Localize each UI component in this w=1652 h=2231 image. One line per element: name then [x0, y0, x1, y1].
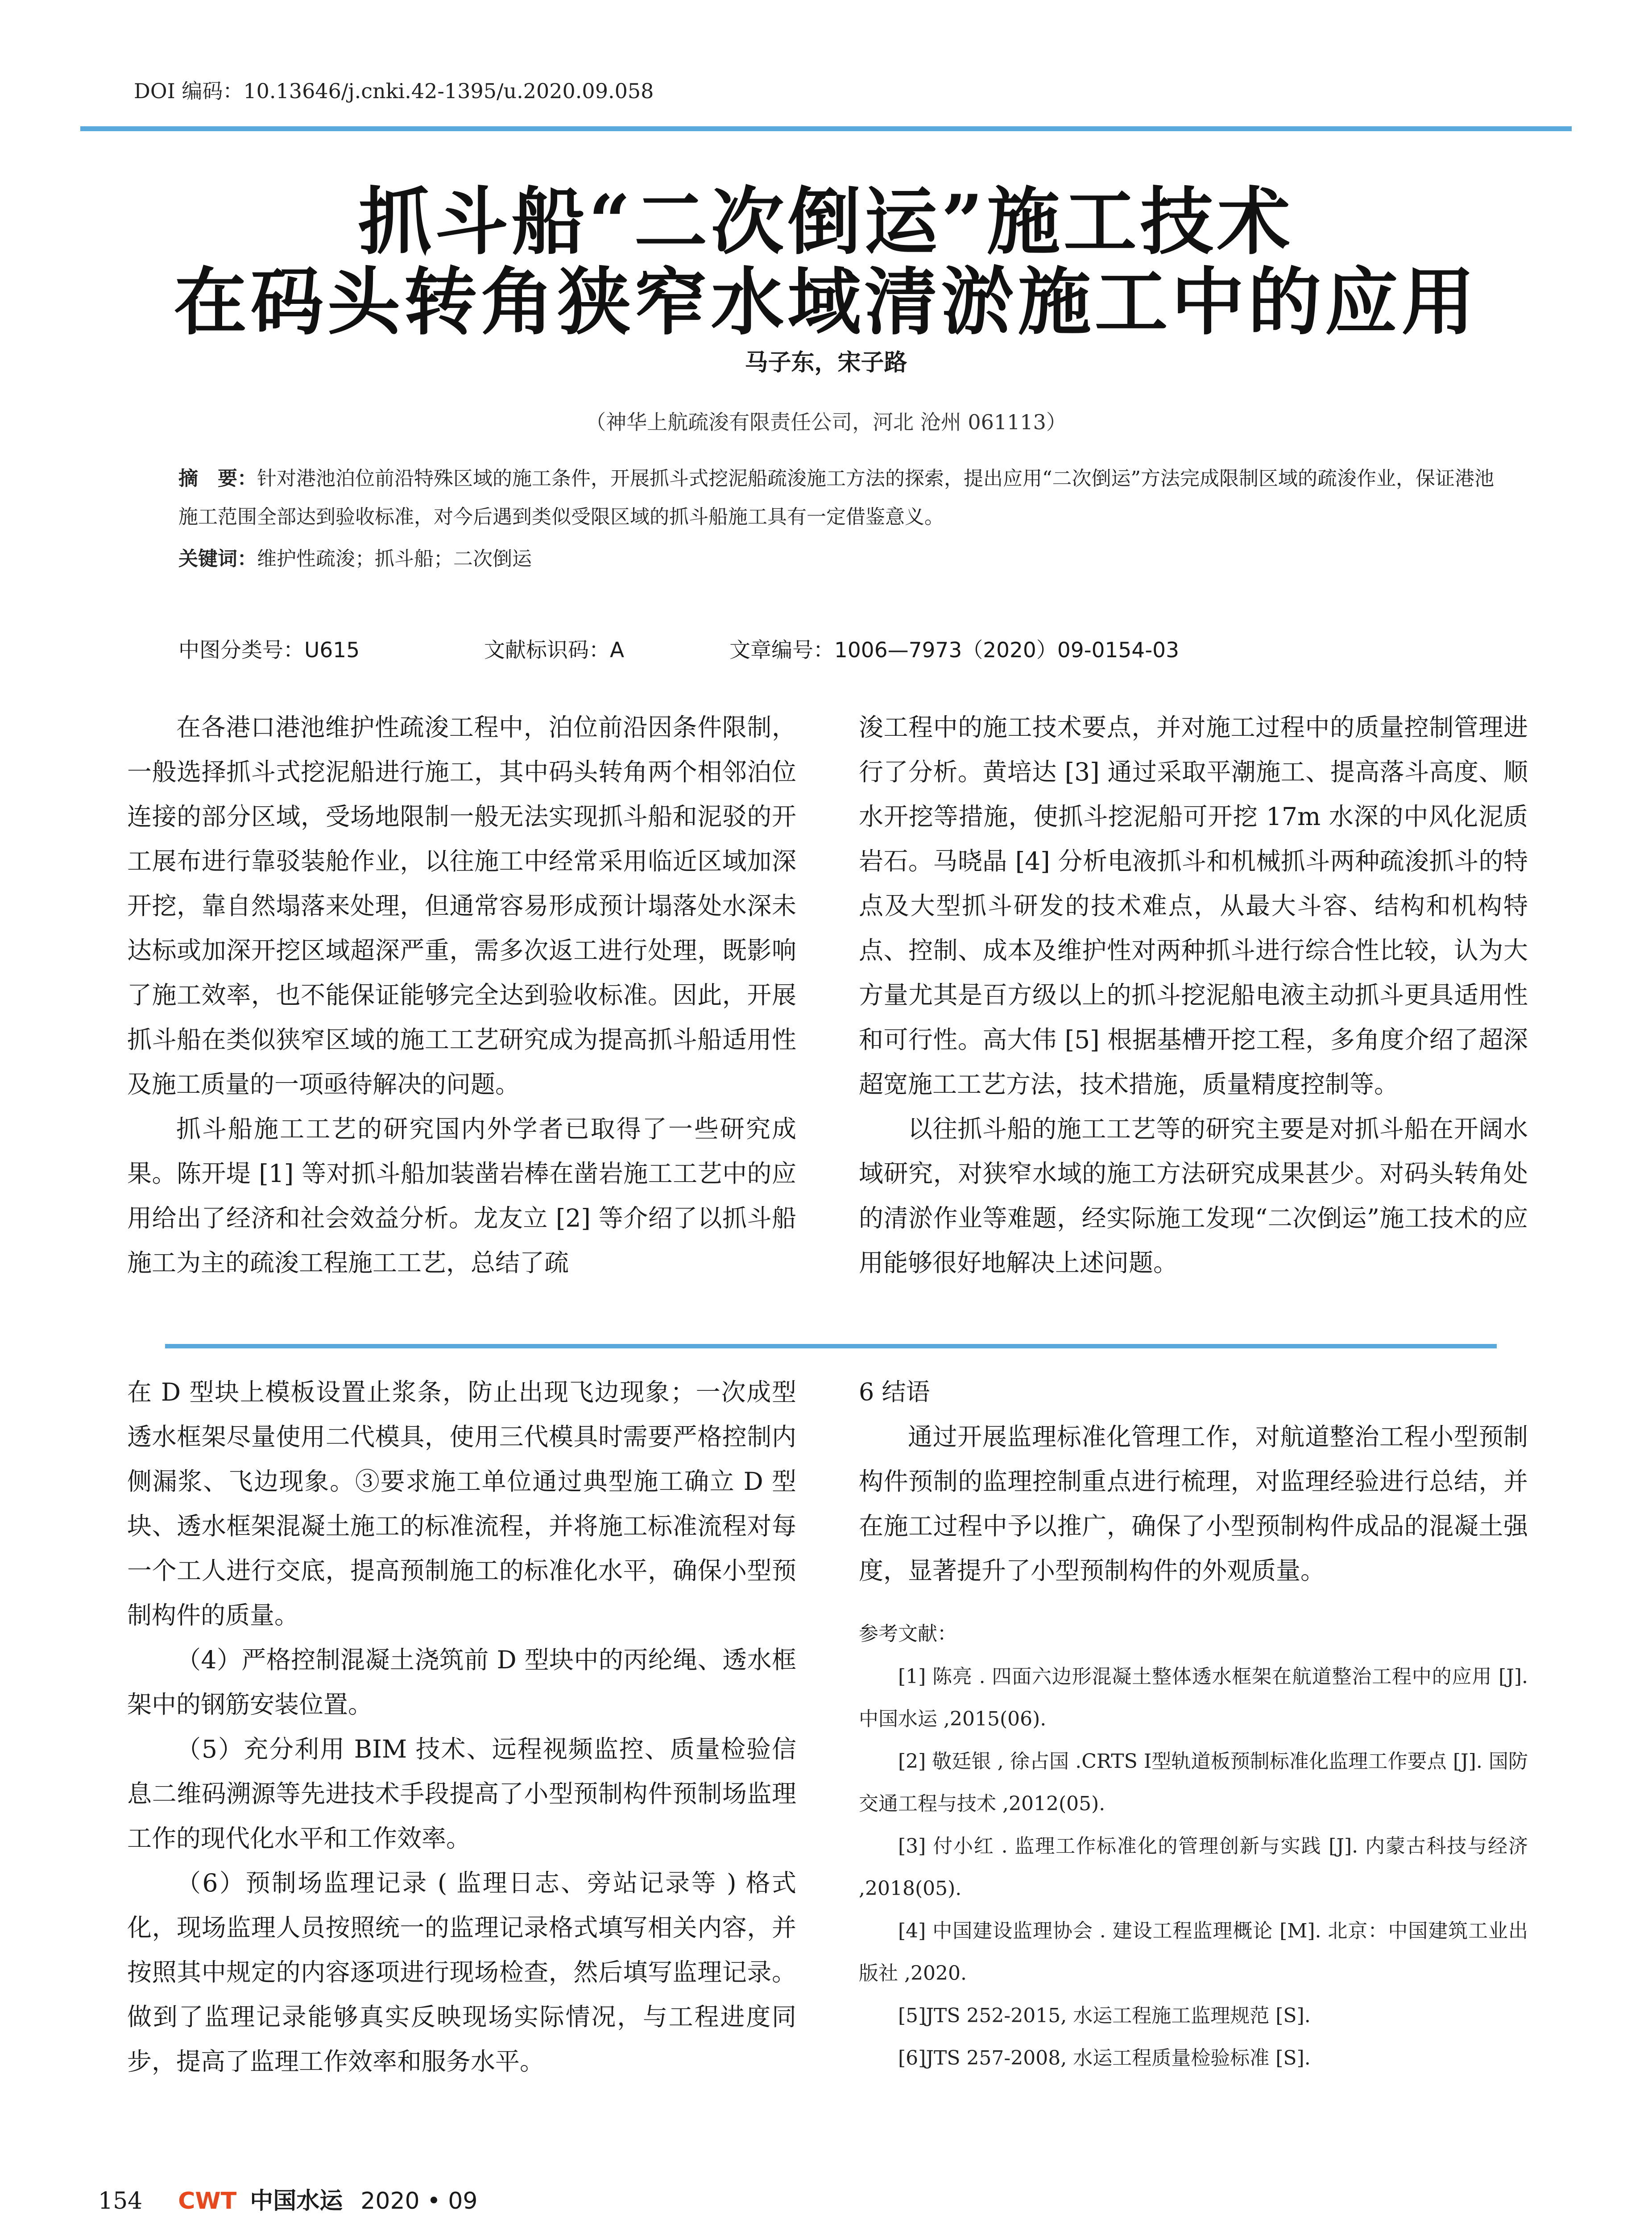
page-footer — [98, 2182, 478, 2215]
reference-item: [6]JTS 257-2008, 水运工程质量检验标准 [S]. — [898, 2047, 1311, 2069]
header-rule — [80, 126, 1572, 131]
prev-paragraph: 在 D 型块上模板设置止浆条，防止出现飞边现象；一次成型透水框架尽量使用二代模具，使用三代模具时需要严格控制内侧漏浆、飞边现象。③要求施工单位通过典型施工确立 D 型块、透水框架混凝土施工的标准流程，并将施工标准流程对每一个工人进行交底，提高预制施工的标准化水平，确保小型预制构件的质量。 — [127, 1378, 796, 1630]
authors: 马子东，宋子路 — [745, 349, 907, 376]
section-heading: 6 结语 — [859, 1378, 930, 1406]
page-number: 154 — [98, 2188, 143, 2214]
abstract — [178, 460, 1495, 578]
reference-item: [5]JTS 252-2015, 水运工程施工监理规范 [S]. — [898, 2004, 1311, 2027]
prev-article-right-column — [859, 1370, 1528, 1593]
body-right-column — [859, 705, 1528, 1285]
clc-number: 中图分类号：U615 — [178, 638, 360, 663]
affiliation: （神华上航疏浚有限责任公司，河北 沧州 061113） — [585, 410, 1067, 434]
reference-item: [1] 陈亮 . 四面六边形混凝土整体透水框架在航道整治工程中的应用 [J]. 中国水运 ,2015(06). — [859, 1665, 1528, 1730]
journal-name: 中国水运 — [250, 2187, 343, 2214]
title-line-1: 抓斗船“二次倒运”施工技术 — [358, 178, 1294, 265]
prev-article-left-column — [127, 1370, 796, 2084]
keywords-block — [178, 540, 1495, 578]
cwt-logo: CWT — [178, 2188, 237, 2214]
doi-line: DOI 编码：10.13646/j.cnki.42-1395/u.2020.09.058 — [134, 79, 654, 103]
body-paragraph: 浚工程中的施工技术要点，并对施工过程中的质量控制管理进行了分析。黄培达 [3] 通过采取平潮施工、提高落斗高度、顺水开挖等措施，使抓斗挖泥船可开挖 17m 水深的中风化泥质岩石。马晓晶 [4] 分析电液抓斗和机械抓斗两种疏浚抓斗的特点及大型抓斗研发的技术难点，从最大斗容、结构和机构特点、控制、成本及维护性对两种抓斗进行综合性比较，认为大方量尤其是百方级以上的抓斗挖泥船电液主动抓斗更具适用性和可行性。高大伟 [5] 根据基槽开挖工程，多角度介绍了超深超宽施工工艺方法，技术措施，质量精度控制等。 — [859, 713, 1528, 1099]
document-code: 文献标识码：A — [484, 638, 625, 663]
issue-date: 2020 • 09 — [360, 2188, 478, 2214]
reference-item: [3] 付小红 . 监理工作标准化的管理创新与实践 [J]. 内蒙古科技与经济 ,2018(05). — [859, 1835, 1528, 1900]
conclusion-paragraph: 通过开展监理标准化管理工作，对航道整治工程小型预制构件预制的监理控制重点进行梳理，对监理经验进行总结，并在施工过程中予以推广，确保了小型预制构件成品的混凝土强度，显著提升了小型预制构件的外观质量。 — [859, 1422, 1528, 1585]
article-number: 文章编号：1006—7973（2020）09-0154-03 — [729, 638, 1179, 663]
section-divider — [165, 1344, 1497, 1348]
title-line-2: 在码头转角狭窄水域清淤施工中的应用 — [174, 259, 1478, 345]
body-paragraph: 抓斗船施工工艺的研究国内外学者已取得了一些研究成果。陈开堤 [1] 等对抓斗船加装凿岩棒在凿岩施工工艺中的应用给出了经济和社会效益分析。龙友立 [2] 等介绍了以抓斗船施工为主的疏浚工程施工工艺，总结了疏 — [127, 1115, 797, 1277]
references-list — [859, 1655, 1528, 2079]
prev-paragraph: （4）严格控制混凝土浇筑前 D 型块中的丙纶绳、透水框架中的钢筋安装位置。 — [127, 1646, 796, 1719]
abstract-text: 针对港池泊位前沿特殊区域的施工条件，开展抓斗式挖泥船疏浚施工方法的探索，提出应用“二次倒运”方法完成限制区域的疏浚作业，保证港池施工范围全部达到验收标准，对今后遇到类似受限区域的抓斗船施工具有一定借鉴意义。 — [178, 467, 1494, 528]
prev-paragraph: （5）充分利用 BIM 技术、远程视频监控、质量检验信息二维码溯源等先进技术手段提高了小型预制构件预制场监理工作的现代化水平和工作效率。 — [127, 1735, 796, 1853]
body-paragraph: 以往抓斗船的施工工艺等的研究主要是对抓斗船在开阔水域研究，对狭窄水域的施工方法研究成果甚少。对码头转角处的清淤作业等难题，经实际施工发现“二次倒运”施工技术的应用能够很好地解决上述问题。 — [859, 1115, 1528, 1277]
reference-item: [4] 中国建设监理协会 . 建设工程监理概论 [M]. 北京：中国建筑工业出版社 ,2020. — [859, 1920, 1528, 1985]
abstract-label: 摘 要： — [178, 467, 257, 490]
reference-item: [2] 敬廷银 , 徐占国 .CRTS Ⅰ型轨道板预制标准化监理工作要点 [J]. 国防交通工程与技术 ,2012(05). — [859, 1750, 1528, 1815]
prev-paragraph: （6）预制场监理记录 ( 监理日志、旁站记录等 ) 格式化，现场监理人员按照统一的监理记录格式填写相关内容，并按照其中规定的内容逐项进行现场检查，然后填写监理记录。做到了监理记录能够真实反映现场实际情况，与工程进度同步，提高了监理工作效率和服务水平。 — [127, 1869, 796, 2076]
keywords-label: 关键词： — [178, 547, 257, 570]
references-heading: 参考文献： — [859, 1622, 957, 1645]
keywords-text: 维护性疏浚；抓斗船；二次倒运 — [257, 547, 532, 570]
abstract-block — [178, 460, 1495, 536]
body-left-column — [127, 705, 796, 1285]
body-paragraph: 在各港口港池维护性疏浚工程中，泊位前沿因条件限制，一般选择抓斗式挖泥船进行施工，其中码头转角两个相邻泊位连接的部分区域，受场地限制一般无法实现抓斗船和泥驳的开工展布进行靠驳装舱作业，以往施工中经常采用临近区域加深开挖，靠自然塌落来处理，但通常容易形成预计塌落处水深未达标或加深开挖区域超深严重，需多次返工进行处理，既影响了施工效率，也不能保证能够完全达到验收标准。因此，开展抓斗船在类似狭窄区域的施工工艺研究成为提高抓斗船适用性及施工质量的一项亟待解决的问题。 — [127, 713, 796, 1099]
